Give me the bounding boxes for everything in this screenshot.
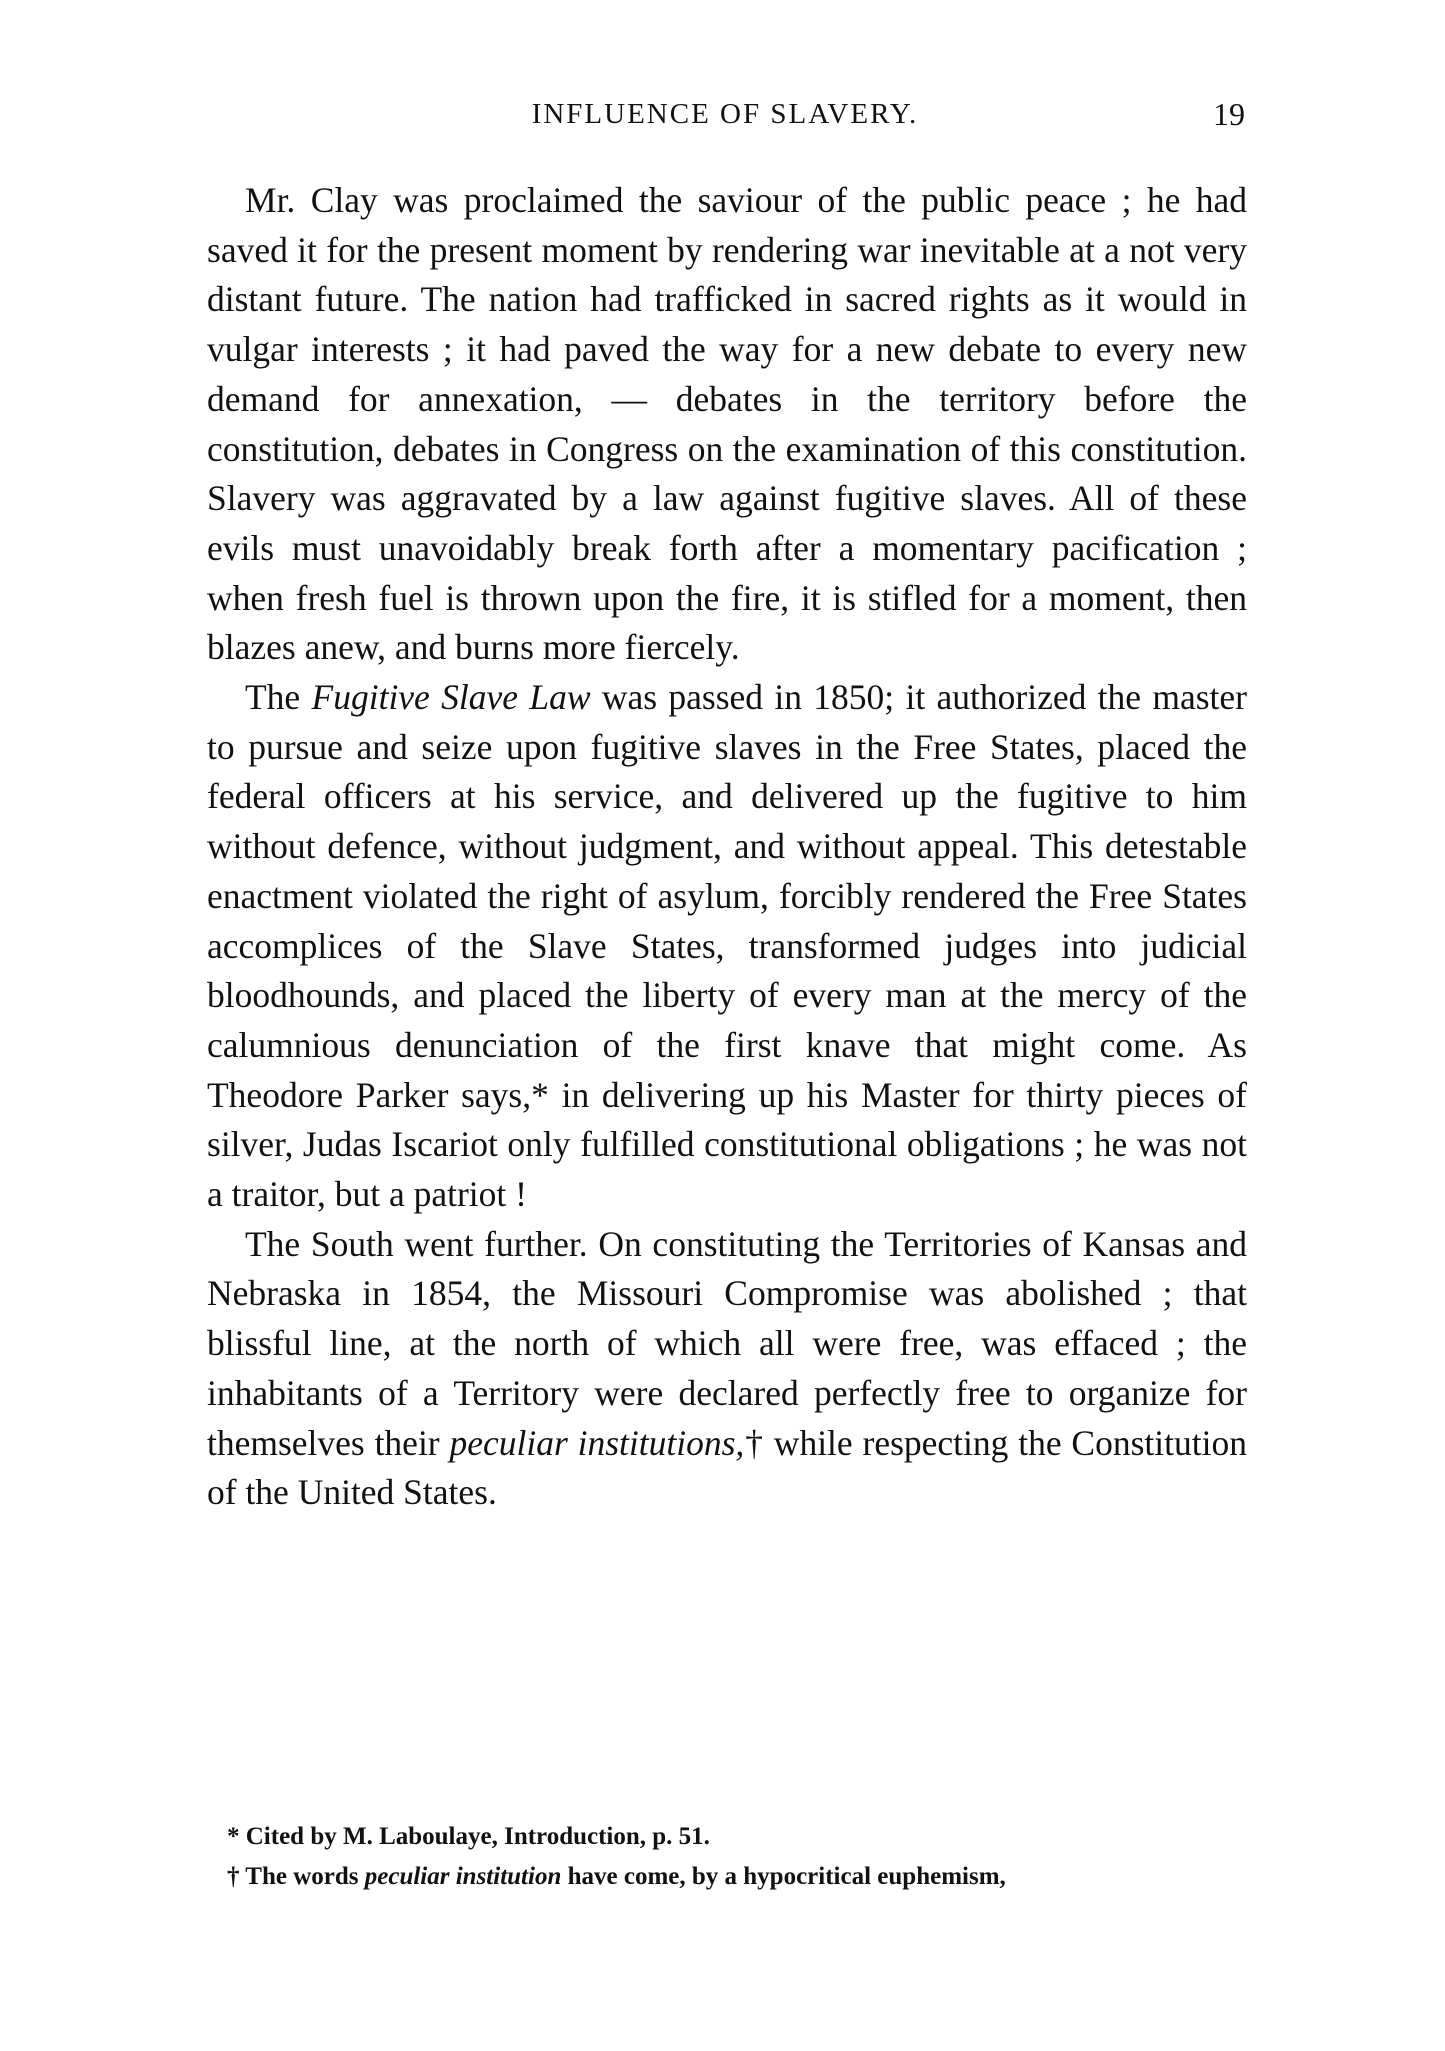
paragraph-3-rest: † while respecting the Constitution of the United States.: [207, 1422, 1247, 1513]
peculiar-institutions-italic: peculiar institutions,: [449, 1422, 745, 1463]
body-text: [207, 176, 1247, 1518]
running-title: INFLUENCE OF SLAVERY.: [531, 98, 919, 130]
fugitive-slave-law-italic: Fugitive Slave Law: [311, 677, 591, 718]
paragraph-3: [207, 1220, 1247, 1518]
paragraph-2: [207, 673, 1247, 1220]
paragraph-2-rest: was passed in 1850; it authorized the master to pursue and seize upon fugitive slaves in the Free States, placed the federal officers at his service, and delivered up the fugitive to him without defence, without judgment, and without appeal. This detestable enactment violated the right of asylum, forcibly rendered the Free States accomplices of the Slave States, transformed judges into judicial bloodhounds, and placed the liberty of every man at the mercy of the calumnious denunciation of the first knave that might come. As Theodore Parker says,* in delivering up his Master for thirty pieces of silver, Judas Iscariot only fulfilled constitutional obligations ; he was not a traitor, but a patriot !: [207, 677, 1248, 1215]
footnote-2-lead: † The words: [227, 1863, 365, 1890]
footnote-2-italic: peculiar institution: [364, 1863, 562, 1890]
footnote-2-rest: have come, by a hypocritical euphemism,: [561, 1863, 1006, 1890]
page-number: 19: [1213, 96, 1245, 132]
paragraph-3-lead: The South went further. On constituting the Territories of Kansas and Nebraska in 1854, the Missouri Compromise was abolished ; that blissful line, at the north of which all were free, was effaced ; the inhabitants of a Territory were declared perfectly free to organize for themselves their: [207, 1223, 1247, 1463]
footnote-2: [207, 1857, 1247, 1897]
footnotes: [207, 1817, 1247, 1897]
paragraph-1: Mr. Clay was proclaimed the saviour of the public peace ; he had saved it for the present moment by rendering war inevitable at a not very distant future. The nation had trafficked in sacred rights as it would in vulgar interests ; it had paved the way for a new debate to every new demand for annexation, — debates in the territory before the constitution, debates in Congress on the examination of this constitution. Slavery was aggravated by a law against fugitive slaves. All of these evils must unavoidably break forth after a momentary pacification ; when fresh fuel is thrown upon the fire, it is stifled for a moment, then blazes anew, and burns more fiercely.: [207, 180, 1247, 668]
paragraph-2-lead: The: [245, 677, 312, 718]
running-head: [205, 92, 1245, 136]
footnote-1: * Cited by M. Laboulaye, Introduction, p. 51.: [227, 1823, 710, 1850]
